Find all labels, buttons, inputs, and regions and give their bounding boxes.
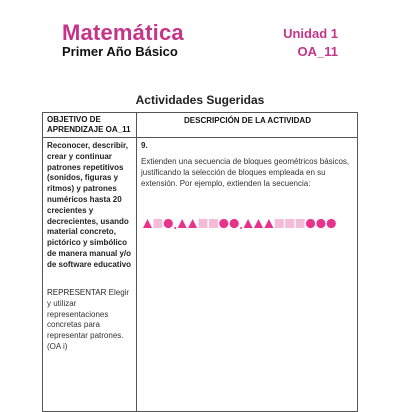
square-block <box>285 219 294 228</box>
objective-code: OA_11 <box>297 44 338 59</box>
triangle-block <box>188 219 197 228</box>
triangle-block <box>254 219 263 228</box>
separator-dot <box>240 227 242 229</box>
triangle-block <box>264 219 273 228</box>
objective-text: Reconocer, describir, crear y continuar patrones repetitivos (sonidos, figuras y ritmos) y patrones numéricos hasta 20 crecientes y decrecientes, usando material concreto, pictórico y simbólico de manera manual y/o de software educativo <box>47 141 132 269</box>
triangle-block <box>244 219 253 228</box>
triangle-block <box>143 219 152 228</box>
activity-number: 9. <box>141 141 148 150</box>
circle-block <box>230 219 239 228</box>
activity-table <box>42 112 358 412</box>
separator-dot <box>174 227 176 229</box>
circle-block <box>219 219 228 228</box>
shape-sequence <box>142 216 352 230</box>
description-column-header: DESCRIPCIÓN DE LA ACTIVIDAD <box>184 116 311 125</box>
triangle-block <box>178 219 187 228</box>
represent-description: Elegir y utilizar representaciones concretas para representar patrones. (OA i) <box>47 288 130 351</box>
subject-title: Matemática <box>62 20 184 45</box>
square-block <box>296 219 305 228</box>
circle-block <box>327 219 336 228</box>
header <box>0 0 400 70</box>
unit-label: Unidad 1 <box>283 26 338 41</box>
square-block <box>209 219 218 228</box>
objective-column-header: OBJETIVO DE APRENDIZAJE OA_11 <box>47 115 131 134</box>
circle-block <box>316 219 325 228</box>
grade-label: Primer Año Básico <box>62 44 178 59</box>
square-block <box>199 219 208 228</box>
column-divider <box>136 113 137 411</box>
circle-block <box>306 219 315 228</box>
circle-block <box>164 219 173 228</box>
square-block <box>153 219 162 228</box>
square-block <box>275 219 284 228</box>
represent-text <box>47 288 131 353</box>
header-divider <box>43 137 357 138</box>
section-title: Actividades Sugeridas <box>135 93 265 107</box>
represent-keyword: REPRESENTAR <box>47 288 107 297</box>
activity-description: Extienden una secuencia de bloques geométricos básicos, justificando la selección de bloques empleada en su extensión. Por ejemplo, extienden la secuencia: <box>141 157 350 188</box>
